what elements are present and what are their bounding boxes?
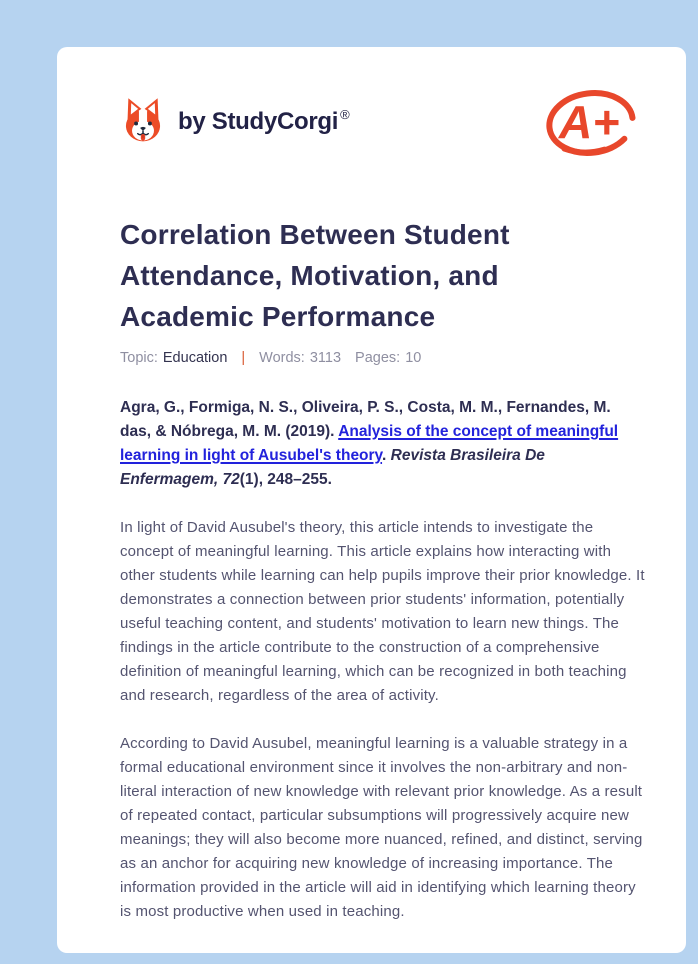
citation-article-link[interactable]: Analysis of the concept of meaningful learning in light of Ausubel's theory: [120, 423, 619, 464]
citation-authors: Agra, G., Formiga, N. S., Oliveira, P. S., Costa, M. M., Fernandes, M. das, & Nóbrega, M. M. (2019).: [120, 399, 611, 440]
words-label: Words:: [259, 350, 305, 366]
article-body: [117, 214, 650, 924]
pages-label: Pages:: [355, 350, 401, 366]
brand-name-label: by StudyCorgi: [178, 107, 339, 135]
words-value: 3113: [309, 350, 342, 366]
citation-pages: (1), 248–255.: [239, 471, 332, 488]
brand-text: [178, 107, 349, 136]
article-paragraph-1: In light of David Ausubel's theory, this article intends to investigate the concept of meaningful learning. This article explains how interacting with other students while learning can help pupils improve their prior knowledge. It demonstrates a connection between prior students' information, potentially useful teaching content, and students' motivation to learn new things. The findings in the article contribute to the construction of a comprehensive definition of meaningful learning, which can be recognized in both teaching and research, regardless of the area of activity.: [120, 519, 645, 704]
corgi-icon: [117, 95, 169, 147]
topic-link[interactable]: Education: [162, 350, 228, 366]
reference-citation: [120, 396, 636, 492]
registered-trademark: ®: [340, 106, 350, 122]
article-meta: [120, 350, 650, 366]
citation-after-link: .: [382, 447, 391, 464]
meta-separator: |: [241, 350, 246, 366]
page-title: Correlation Between Student Attendance, Motivation, and Academic Performance: [120, 219, 510, 332]
citation-journal: Revista Brasileira De Enfermagem, 72: [120, 447, 545, 488]
grade-badge-text: A+: [558, 95, 620, 148]
card-header: [117, 75, 650, 167]
document-card: [57, 47, 686, 953]
topic-label: Topic:: [120, 350, 158, 366]
a-plus-grade-icon: [542, 84, 640, 162]
article-paragraph-2: According to David Ausubel, meaningful learning is a valuable strategy in a formal educational environment since it involves the non-arbitrary and non-literal interaction of new knowledge with relevant prior knowledge. As a result of repeated contact, particular subsumptions will progressively acquire new meanings; they will also become more nuanced, refined, and distinct, serving as an anchor for acquiring new knowledge of increasing importance. The information provided in the article will aid in identifying which learning theory is most productive when used in teaching.: [120, 735, 643, 920]
pages-value: 10: [405, 350, 422, 366]
brand: [117, 95, 349, 147]
